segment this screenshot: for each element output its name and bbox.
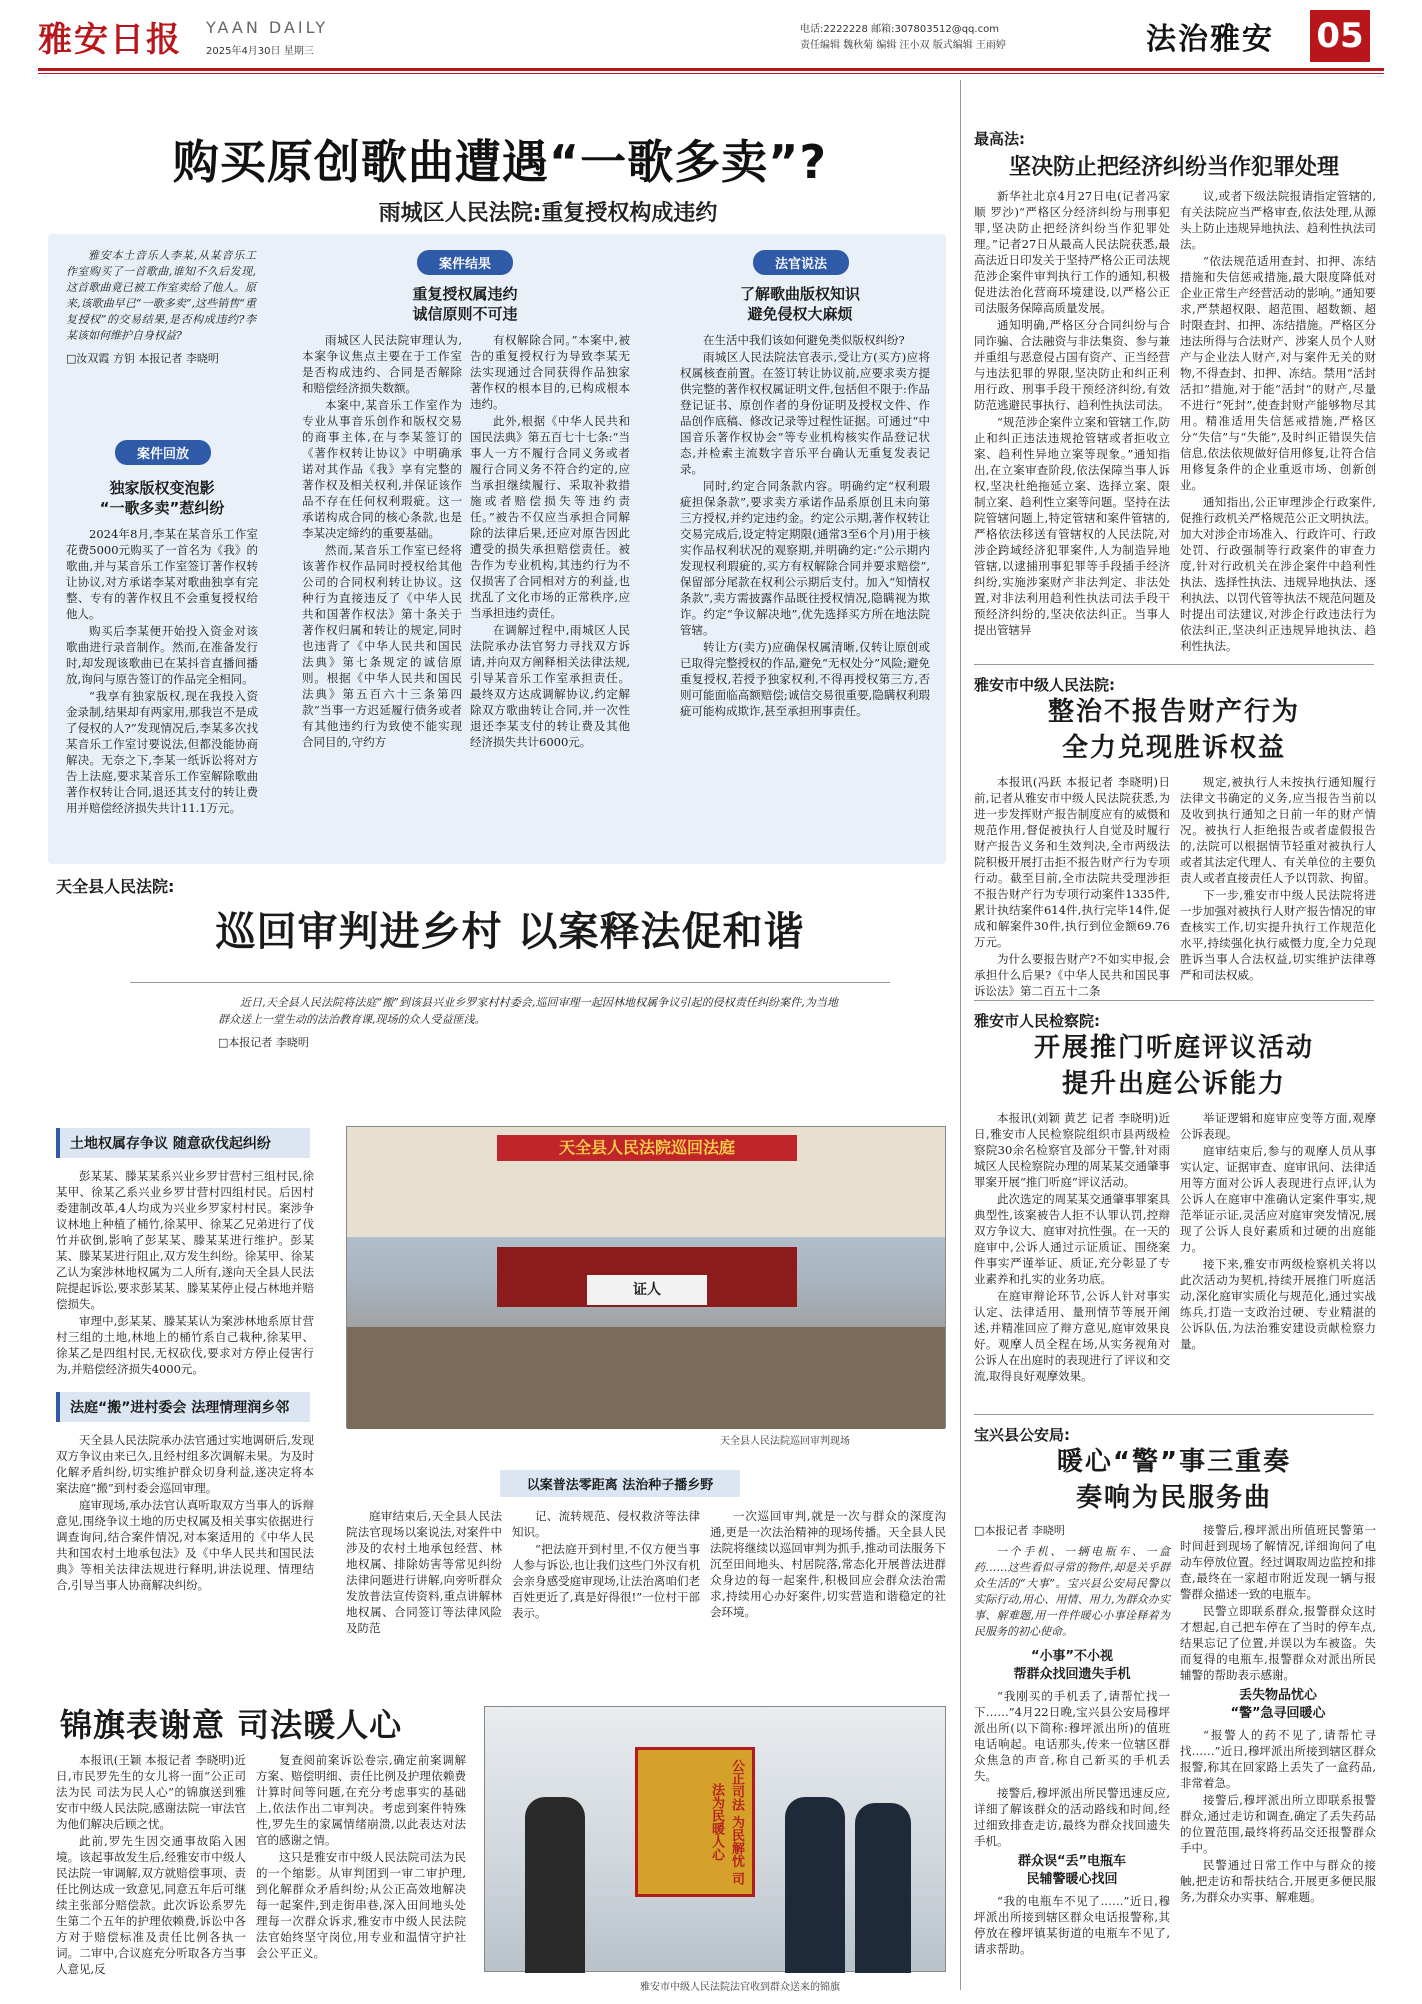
a3-title: 开展推门听庭评议活动 提升出庭公诉能力 bbox=[1033, 1033, 1314, 1099]
village-col-4: 记、流转规范、侵权救济等法律知识。 “把法庭开到村里,不仅方便当事人参与诉讼,也让我们这些门外汉有机会亲身感受庭审现场,让法治离咱们老百姓更近了,真是好得很!”一位村干部表示。 bbox=[512, 1509, 700, 1620]
a1-col-1: 新华社北京4月27日电(记者冯家顺 罗沙)“严格区分经济纠纷与刑事犯罪,坚决防止把经济纠纷当作犯罪处理。”记者27日从最高人民法院获悉,最高法近日印发关于坚持严格公正司法规范涉企案件审判执行工作的通知,积极促进法治化营商环境建设,以严格公正司法服务保障高质量发展。 通知明确,严格区分合同纠纷与合同诈骗、合法融资与非法集资、参与兼并重组与恶意侵占国有资产、正当经营与违法犯罪的界限,坚决防止和纠正利用行政、刑事手段干预经济纠纷,有效防范逃避民事执行、趋利性执法司法。 “规范涉企案件立案和管辖工作,防止和纠正违法违规抢管辖或者拒收立案、趋利性异地立案等现象。”通知指出,在立案审查阶段,依法保障当事人诉权,坚决杜绝拖延立案、选择立案、限制立案、趋利性立案等问题。坚持在法院管辖问题上,特定管辖和案件管辖的,严格依法移送有管辖权的人民法院,对涉企跨域经济犯罪案件,人为制造异地管辖,以逮捕刑事犯罪等手段插手经济纠纷,实施涉案财产非法判定、非法处置,对非法利用趋利性执法司法手段干预经济纠纷的,坚决依法纠正。当事人提出管辖异 bbox=[974, 189, 1170, 637]
a3-col-2: 举证逻辑和庭审应变等方面,观摩公诉表现。 庭审结束后,参与的观摩人员从事实认定、证据审查、庭审讯问、法律适用等方面对公诉人表现进行点评,认为公诉人在庭审中准确认定案件事实,规范举证示证,灵活应对庭审突发情况,展现了公诉人良好素质和过硬的出庭能力。 接下来,雅安市两级检察机关将以此次活动为契机,持续开展推门听庭活动,深化庭审实质化与规范化,通过实战练兵,打造一支政治过硬、专业精湛的公诉队伍,为法治雅安建设贡献检察力量。 bbox=[1180, 1111, 1376, 1351]
flag-photo-caption: 雅安市中级人民法院法官收到群众送来的锦旗 bbox=[640, 1982, 840, 1993]
flag-col-1: 本报讯(王颖 本报记者 李晓明)近日,市民罗先生的女儿将一面“公正司法为民 司法为民人心”的锦旗送到雅安市中级人民法院,感谢法院一审法官为他们解决后顾之忧。 此前,罗先生因交通事故陷入困境。该起事故发生后,经雅安市中级人民法院一审调解,双方就赔偿事项、责任比例达成一致意见,同意五年后可继续主张部分赔偿款。此次诉讼系罗先生第二个五年的护理依赖费,诉讼中各方对于赔偿标准及责任比例各执一词。二审中,合议庭充分听取各方当事人意见,反 bbox=[56, 1753, 246, 1976]
a3-kicker: 雅安市人民检察院: bbox=[974, 1012, 1100, 1030]
page-number: 05 bbox=[1310, 10, 1370, 62]
flag-col-2: 复查阅前案诉讼卷宗,确定前案调解方案、赔偿明细、责任比例及护理依赖费计算时间等问题,在充分考虑事实的基础上,依法作出二审判决。考虑到案件特殊性,罗先生的家属情绪崩溃,以此表达对法官的感谢之情。 这只是雅安市中级人民法院司法为民的一个缩影。从审判团到一审二审护理,到化解群众矛盾纠纷;从公正高效地解决每一起案件,到走街串巷,深入田间地头处理每一次群众诉求,雅安市中级人民法院法官始终坚守岗位,用专业和温情守护社会公平正义。 bbox=[256, 1753, 466, 1960]
village-kicker: 天全县人民法院: bbox=[56, 877, 175, 896]
tag-case-review: 案件回放 bbox=[115, 440, 211, 465]
header-rule-thin bbox=[38, 73, 1384, 74]
flag-title: 锦旗表谢意 司法暖人心 bbox=[60, 1706, 403, 1744]
a4-kicker: 宝兴县公安局: bbox=[974, 1426, 1070, 1444]
a4-col-2: 接警后,穆坪派出所值班民警第一时间赶到现场了解情况,详细询问了电动车停放位置。经过调取周边监控和排查,最终在一家超市附近发现一辆与报警群众描述一致的电瓶车。 民警立即联系群众,报警群众这时才想起,自己把车停在了当时的停车点,结果忘记了位置,并误以为车被盗。失而复得的电瓶车,报警群众对派出所民辅警的帮助表示感谢。 丢失物品忧心 “警”急寻回暖心 “报警人的药不见了,请帮忙寻找……”近日,穆坪派出所接到辖区群众报警,称其在回家路上丢失了一盒药品,非常着急。 接警后,穆坪派出所立即联系报警群众,通过走访和调查,确定了丢失药品的位置范围,最终将药品交还报警群众手中。 民警通过日常工作中与群众的接触,把走访和帮扶结合,开展更多便民服务,为群众办实事、解难题。 bbox=[1180, 1523, 1376, 1904]
village-photo: 天全县人民法院巡回法庭 证人 bbox=[346, 1126, 946, 1428]
village-col-1: 彭某某、滕某某系兴业乡罗甘营村三组村民,徐某甲、徐某乙系兴业乡罗甘营村四组村民。后因村委建制改革,4人均成为兴业乡罗家村村民。案涉争议林地上种植了桶竹,徐某甲、徐某乙兄弟进行了伐竹并砍倒,影响了彭某某、滕某某进行维护。彭某某、滕某某进行阻止,双方发生纠纷。徐某甲、徐某乙认为案涉林地权属为二人所有,遂向天全县人民法院提起诉讼,要求彭某某、滕某某停止侵占林地并赔偿损失。 审理中,彭某某、滕某某认为案涉林地系原甘营村三组的土地,林地上的桶竹系自己栽种,徐某甲、徐某乙是四组村民,无权砍伐,要求对方停止侵害行为,并赔偿经济损失4000元。 bbox=[56, 1169, 314, 1376]
contact-line: 电话:2222228 邮箱:307803512@qq.com bbox=[800, 24, 999, 35]
photo-banner: 天全县人民法院巡回法庭 bbox=[497, 1135, 797, 1161]
a1-kicker: 最高法: bbox=[974, 130, 1025, 148]
a2-title: 整治不报告财产行为 全力兑现胜诉权益 bbox=[1047, 697, 1300, 763]
a4-subhead-2: 群众误“丢”电瓶车 民辅警暖心找回 bbox=[1017, 1854, 1127, 1887]
section-name: 法治雅安 bbox=[1146, 22, 1274, 57]
a2-col-2: 规定,被执行人未按执行通知履行法律文书确定的义务,应当报告当前以及收到执行通知之日前一年的财产情况。被执行人拒绝报告或者虚假报告的,法院可以根据情节轻重对被执行人或者其法定代理人、有关单位的主要负责人或者直接责任人予以罚款、拘留。 下一步,雅安市中级人民法院将进一步加强对被执行人财产报告情况的审查核实工作,切实提升执行工作规范化水平,持续强化执行威慑力度,全力兑现胜诉当事人合法权益,切实维护法律尊严和司法权威。 bbox=[1180, 775, 1376, 982]
newspaper-logo: 雅安日报 bbox=[38, 20, 182, 60]
lead-byline: □汝双霞 方钥 本报记者 李晓明 bbox=[66, 352, 219, 365]
a4-title: 暖心“警”事三重奏 奏响为民服务曲 bbox=[1056, 1447, 1292, 1513]
village-subhead-2: 法庭“搬”进村委会 法理情理润乡邻 bbox=[56, 1392, 310, 1422]
village-subhead-1: 土地权属存争议 随意砍伐起纠纷 bbox=[56, 1128, 310, 1158]
a4-col-1: □本报记者 李晓明 一个手机、一辆电瓶车、一盒药……这些看似寻常的物件,却是关乎群众生活的“大事”。宝兴县公安局民警以实际行动,用心、用情、用力,为群众办实事、解难题,用一件件暖心小事诠释着为民服务的初心使命。 “小事”不小视 帮群众找回遗失手机 “我刚买的手机丢了,请帮忙找一下……”4月22日晚,宝兴县公安局穆坪派出所(以下简称:穆坪派出所)的值班电话响起。电话那头,传来一位辖区群众焦急的声音,称自己新买的手机丢失。 接警后,穆坪派出所民警迅速反应,详细了解该群众的活动路线和时间,经过细致排查走访,最终为群众找回遗失手机。 群众误“丢”电瓶车 民辅警暖心找回 “我的电瓶车不见了……”近日,穆坪派出所接到辖区群众电话报警称,其停放在穆坪镇某街道的电瓶车不见了,请求帮助。 bbox=[974, 1524, 1170, 1956]
village-col-5: 一次巡回审判,就是一次与群众的深度沟通,更是一次法治精神的现场传播。天全县人民法院将继续以巡回审判为抓手,推动司法服务下沉至田间地头、村居院落,常态化开展普法进群众身边的每一起案件,积极回应会群众法治需求,持续用心办好案件,切实营造和谐稳定的社会环境。 bbox=[710, 1509, 946, 1619]
a1-col-2: 议,或者下级法院报请指定管辖的,有关法院应当严格审查,依法处理,从源头上防止违规异地执法、趋利性执法司法。 “依法规范适用查封、扣押、冻结措施和失信惩戒措施,最大限度降低对企业正常生产经营活动的影响。”通知要求,严禁超权限、超范围、超数额、超时限查封、扣押、冻结措施。严格区分违法所得与合法财产、涉案人员个人财产与企业法人财产,对与案件无关的财物,不得查封、扣押、冻结。禁用“活封活扣”措施,对于能“活封”的财产,尽量不进行“死封”,使查封财产能够物尽其用。精准适用失信惩戒措施,严格区分“失信”与“失能”,及时纠正错误失信信息,依法依规做好信用修复,让符合信用修复条件的企业重返市场、创新创业。 通知指出,公正审理涉企行政案件,促推行政机关严格规范公正文明执法。加大对涉企市场准入、行政许可、行政处罚、行政强制等行政案件的审查力度,针对行政机关在涉企案件中趋利性执法、选择性执法、违规异地执法、逐利执法、以罚代管等执法不规范问题及时提出司法建议,对涉企行政违法行为依法纠正,坚决纠正违规异地执法、趋利性执法。 bbox=[1180, 189, 1376, 653]
tag-case-result: 案件结果 bbox=[417, 250, 513, 275]
lead-col-3: 有权解除合同。”本案中,被告的重复授权行为导致李某无法实现通过合同获得作品独家著作权的根本目的,已构成根本违约。 此外,根据《中华人民共和国民法典》第五百七十七条:“当事人一方不履行合同义务或者履行合同义务不符合约定的,应当承担继续履行、采取补救措施或者赔偿损失等违约责任。”被告不仅应当承担合同解除的法律后果,还应对原告因此遭受的损失承担赔偿责任。被告作为专业机构,其违约行为不仅损害了合同相对方的利益,也扰乱了文化市场的正常秩序,应当承担违约责任。 在调解过程中,雨城区人民法院承办法官努力寻找双方诉请,并向双方阐释相关法律法规,引导某音乐工作室承担责任。最终双方达成调解协议,约定解除双方歌曲转让合同,并一次性退还李某支付的转让费及其他经济损失共计6000元。 bbox=[470, 333, 630, 749]
a4-byline: □本报记者 李晓明 bbox=[974, 1524, 1065, 1537]
editors-line: 责任编辑 魏秋菊 编辑 汪小双 版式编辑 王雨婷 bbox=[800, 40, 1006, 51]
village-title-rule bbox=[130, 982, 890, 983]
lead-col-2: 雨城区人民法院审理认为,本案争议焦点主要在于工作室是否构成违约、合同是否解除和赔偿经济损失数额。 本案中,某音乐工作室作为专业从事音乐创作和版权交易的商事主体,在与李某签订的《著作权转让协议》中明确承诺对其作品《我》享有完整的著作权及相关权利,并保证该作品不存在任何权利瑕疵。这一承诺构成合同的核心条款,也是李某决定缔约的重要基础。 然而,某音乐工作室已经将该著作权作品同时授权给其他公司的合同权利转让协议。这种行为直接违反了《中华人民共和国著作权法》第十条关于著作权归属和转让的规定,同时也违背了《中华人民共和国民法典》第七条规定的诚信原则。根据《中华人民共和国民法典》第五百六十三条第四款“当事一方迟延履行债务或者有其他违约行为致使不能实现合同目的,守约方 bbox=[302, 333, 462, 749]
lead-col-4: 在生活中我们该如何避免类似版权纠纷? 雨城区人民法院法官表示,受让方(买方)应将权属核查前置。在签订转让协议前,应要求卖方提供完整的著作权权属证明文件,包括但不限于:作品登记证书、原创作者的身份证明及授权文件、作品创作底稿、修改记录等过程性证据。可通过“中国音乐著作权协会”等专业机构核实作品登记状态,并检索主流数字音乐平台确认无重复发表记录。 同时,约定合同条款内容。明确约定“权利瑕疵担保条款”,要求卖方承诺作品系原创且未向第三方授权,并约定违约金。约定公示期,著作权转让交易完成后,设定特定期限(通常3至6个月)用于核实作品权利状况的观察期,并明确约定:“公示期内发现权利瑕疵的,买方有权解除合同并要求赔偿”,保留部分尾款在权利公示期后支付。加入“知情权条款”,卖方需披露作品既往授权情况,隐瞒视为欺诈。约定“争议解决地”,优先选择买方所在地法院管辖。 转让方(卖方)应确保权属清晰,仅转让原创或已取得完整授权的作品,避免“无权处分”风险;避免重复授权,若授予独家权利,不得再授权第三方,否则可能面临高额赔偿;诚信交易很重要,隐瞒权利瑕疵可能构成欺诈,甚至承担刑事责任。 bbox=[680, 333, 930, 718]
village-intro: 近日,天全县人民法院将法庭“搬”到该县兴业乡罗家村村委会,巡回审理一起因林地权属争议引起的侵权责任纠纷案件,为当地群众送上一堂生动的法治教育课,现场的众人受益匪浅。 bbox=[218, 996, 838, 1026]
lead-subhead-2: 重复授权属违约 诚信原则不可违 bbox=[412, 285, 518, 323]
column-divider bbox=[960, 80, 961, 1990]
a4-subhead-3: 丢失物品忧心 “警”急寻回暖心 bbox=[1230, 1688, 1326, 1721]
village-col-3: 庭审结束后,天全县人民法院法官现场以案说法,对案件中涉及的农村土地承包经营、林地权属、排除妨害等常见纠纷法律问题进行讲解,向旁听群众发放普法宣传资料,重点讲解林地权属、合同签订等法律风险及防范 bbox=[346, 1509, 502, 1635]
village-col-2: 天全县人民法院承办法官通过实地调研后,发现双方争议由来已久,且经村组多次调解未果。为及时化解矛盾纠纷,切实维护群众切身利益,遂决定将本案法庭“搬”到村委会巡回审理。 庭审现场,承办法官认真听取双方当事人的诉辩意见,围绕争议土地的历史权属及相关事实依据进行调查询问,结合案件情况,对本案适用的《中华人民共和国农村土地承包法》及《中华人民共和国民法典》等相关法律法规进行释明,讲法说理、情理结合,引导当事人协商解决纠纷。 bbox=[56, 1433, 314, 1592]
issue-date: 2025年4月30日 星期三 bbox=[206, 46, 314, 57]
header-rule bbox=[38, 68, 1384, 71]
flag-photo bbox=[484, 1706, 946, 1972]
village-subhead-3: 以案普法零距离 法治种子播乡野 bbox=[500, 1470, 740, 1497]
a1-title: 坚决防止把经济纠纷当作犯罪处理 bbox=[1008, 155, 1339, 180]
masthead-info bbox=[800, 22, 1006, 54]
newspaper-name-en: YAAN DAILY bbox=[206, 18, 329, 37]
tag-judge-says: 法官说法 bbox=[753, 250, 849, 275]
lead-intro: 雅安本土音乐人李某,从某音乐工作室购买了一首歌曲,谁知不久后发现,这首歌曲竟已被工作室卖给了他人。原来,该歌曲早已“一歌多卖”,这些销售“重复授权”的交易结果,是否构成违约?李某该如何维护自身权益? bbox=[66, 249, 256, 342]
village-photo-caption: 天全县人民法院巡回审判现场 bbox=[720, 1436, 850, 1447]
village-title: 巡回审判进乡村 以案释法促和谐 bbox=[215, 909, 805, 955]
section-header bbox=[1110, 10, 1370, 62]
lead-subhead-3: 了解歌曲版权知识 避免侵权大麻烦 bbox=[739, 285, 860, 323]
lead-subtitle: 雨城区人民法院:重复授权构成违约 bbox=[378, 201, 718, 226]
village-byline: □本报记者 李晓明 bbox=[218, 1036, 309, 1049]
lead-title: 购买原创歌曲遭遇“一歌多卖”? bbox=[172, 135, 828, 189]
a4-subhead-1: “小事”不小视 帮群众找回遗失手机 bbox=[1013, 1649, 1131, 1682]
a4-intro: 一个手机、一辆电瓶车、一盒药……这些看似寻常的物件,却是关乎群众生活的“大事”。宝兴县公安局民警以实际行动,用心、用情、用力,为群众办实事、解难题,用一件件暖心小事诠释着为民服务的初心使命。 bbox=[974, 1545, 1170, 1638]
lead-col-1: 2024年8月,李某在某音乐工作室花费5000元购买了一首名为《我》的歌曲,并与某音乐工作室签订著作权转让协议,对方承诺李某对歌曲独享有完整、专有的著作权且不会重复授权给他人。 购买后李某便开始投入资金对该歌曲进行录音制作。然而,在准备发行时,却发现该歌曲已在某抖音直播间播放,询问与原告签订的作品完全相同。 “我享有独家版权,现在我投入资金录制,结果却有两家用,那我岂不是成了侵权的人?”发现情况后,李某多次找某音乐工作室讨要说法,但都没能协商解决。无奈之下,李某一纸诉讼将对方告上法庭,要求某音乐工作室解除歌曲著作权转让合同,退还其支付的转让费用并赔偿经济损失共计11.1万元。 bbox=[66, 527, 258, 815]
a3-col-1: 本报讯(刘颖 黄艺 记者 李晓明)近日,雅安市人民检察院组织市县两级检察院30余名检察官及部分干警,针对雨城区人民检察院办理的周某某交通肇事罪案开展“推门听庭”评议活动。 此次选定的周某某交通肇事罪案具典型性,该案被告人拒不认罪认罚,控辩双方争议大、庭审对抗性强。在一天的庭审中,公诉人通过示证质证、围绕案件事实严谨举证、质证,充分彰显了专业素养和扎实的业务功底。 在庭审辩论环节,公诉人针对事实认定、法律适用、量刑情节等展开阐述,并精准回应了辩方意见,庭审效果良好。观摩人员全程在场,从实务视角对公诉人在出庭时的表现进行了评议和交流,取得良好观摩效果。 bbox=[974, 1111, 1170, 1383]
a2-kicker: 雅安市中级人民法院: bbox=[974, 676, 1115, 694]
flag-banner: 公正司法 为民解忧 司法为民暖人心 bbox=[635, 1747, 755, 1897]
lead-subhead-1: 独家版权变泡影 “一歌多卖”惹纠纷 bbox=[99, 479, 225, 517]
a2-col-1: 本报讯(冯跃 本报记者 李晓明)日前,记者从雅安市中级人民法院获悉,为进一步发挥财产报告制度应有的威慑和规范作用,督促被执行人自觉及时履行财产报告义务和生效判决,全市两级法院积极开展打击拒不报告财产行为专项行动。截至目前,全市法院共受理涉拒不报告财产行为专项行动案件1335件,累计执结案件614件,执行完毕14件,促成和解案件30件,执行到位金额69.76万元。 为什么要报告财产?不如实申报,会承担什么后果?《中华人民共和国民事诉讼法》第二百五十二条 bbox=[974, 775, 1170, 998]
